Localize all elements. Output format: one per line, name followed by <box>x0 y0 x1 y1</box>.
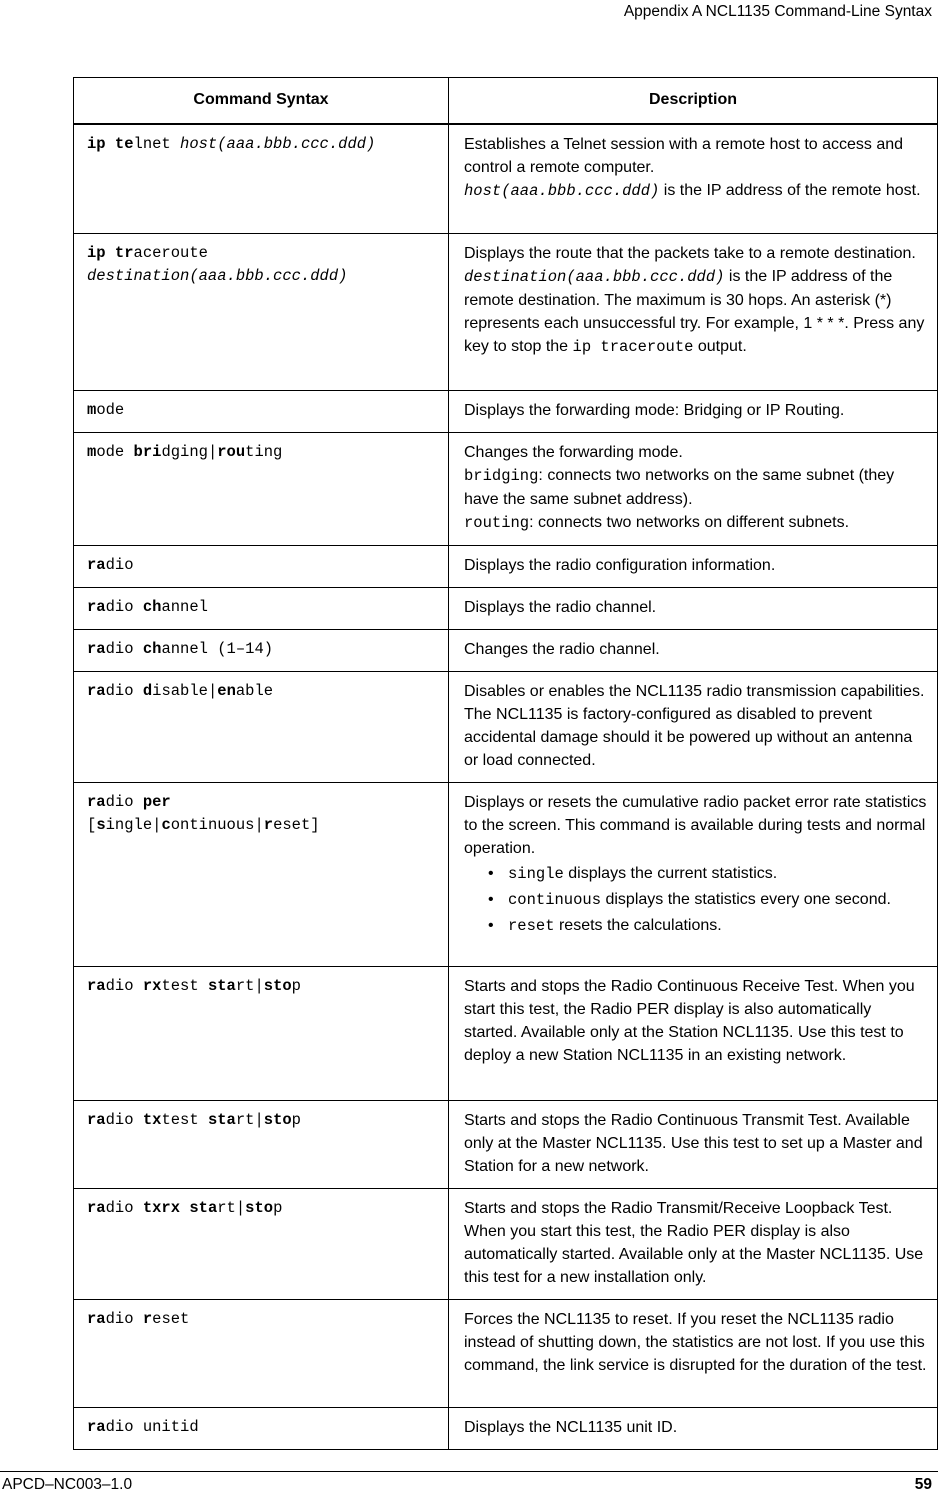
description-cell <box>449 1300 938 1408</box>
table-row <box>74 1189 938 1300</box>
syntax-text: dio <box>105 682 143 700</box>
description-text: Disables or enables the NCL1135 radio transmission capabilities. The NCL1135 is factory-configured as disabled to prevent accidental damage should it be powered up without an antenna or load connected. <box>464 683 925 769</box>
syntax-text: dio <box>105 977 143 995</box>
description-cell <box>449 672 938 783</box>
description-text: is the IP address of the remote destination. The maximum is 30 hops. An asterisk (*) represents each unsuccessful try. For example, 1 * * *. Press any key to stop the <box>464 268 925 355</box>
footer-divider <box>0 1471 938 1472</box>
syntax-text: ontinuous| <box>170 816 264 834</box>
description-cell <box>449 783 938 967</box>
description-text: : connects two networks on the same subnet (they have the same subnet address). <box>464 467 895 508</box>
syntax-text: ode <box>96 401 125 419</box>
option-code: continuous <box>508 891 602 909</box>
syntax-abbrev: sto <box>263 1111 292 1129</box>
syntax-text: lnet <box>133 134 181 153</box>
description-text: Displays the forwarding mode: Bridging or IP Routing. <box>464 402 845 419</box>
syntax-text: annel (1–14) <box>161 640 274 658</box>
syntax-abbrev: ra <box>87 1418 106 1436</box>
syntax-text: dio <box>105 793 143 811</box>
syntax-text: test <box>161 977 208 995</box>
description-cell <box>449 391 938 433</box>
param-code: host(aaa.bbb.ccc.ddd) <box>464 181 660 200</box>
list-item <box>488 862 929 886</box>
syntax-abbrev: ra <box>87 1310 106 1328</box>
syntax-abbrev: ch <box>142 640 162 658</box>
command-code: ip traceroute <box>572 338 694 356</box>
table-row <box>74 783 938 967</box>
document-id: APCD–NC003–1.0 <box>2 1476 133 1493</box>
syntax-abbrev: m <box>87 401 97 419</box>
syntax-abbrev: sta <box>207 1111 236 1129</box>
syntax-text: ode <box>96 443 134 461</box>
description-text: Displays the radio configuration information. <box>464 557 776 574</box>
table-row <box>74 433 938 546</box>
description-cell <box>449 546 938 588</box>
syntax-abbrev: ip te <box>87 134 134 153</box>
syntax-text: dio <box>105 1199 143 1217</box>
syntax-text: p <box>273 1199 283 1217</box>
page-header-title: Appendix A NCL1135 Command-Line Syntax <box>623 3 932 20</box>
command-syntax-cell <box>74 546 449 588</box>
command-syntax-cell <box>74 630 449 672</box>
syntax-text: ting <box>245 443 283 461</box>
command-syntax-cell <box>74 1408 449 1450</box>
table-row <box>74 124 938 234</box>
syntax-abbrev: m <box>87 443 97 461</box>
syntax-text: isable| <box>152 682 218 700</box>
param-code: destination(aaa.bbb.ccc.ddd) <box>464 268 725 286</box>
syntax-abbrev: tx <box>142 1111 162 1129</box>
description-text: Forces the NCL1135 to reset. If you reset the NCL1135 radio instead of shutting down, the statistics are not lost. If you use this command, the link service is disrupted for the duration of the test. <box>464 1311 927 1374</box>
syntax-text: aceroute <box>133 244 208 262</box>
syntax-abbrev: sto <box>245 1199 274 1217</box>
syntax-abbrev: bri <box>133 443 162 461</box>
command-syntax-cell <box>74 1300 449 1408</box>
command-syntax-cell <box>74 234 449 391</box>
command-syntax-cell <box>74 1189 449 1300</box>
description-text: Displays the route that the packets take to a remote destination. <box>464 245 916 262</box>
syntax-text: annel <box>161 598 208 616</box>
description-text: Starts and stops the Radio Continuous Transmit Test. Available only at the Master NCL1135. Use this test to set up a Master and Station for a new network. <box>464 1112 923 1175</box>
syntax-abbrev: rou <box>217 443 246 461</box>
description-cell <box>449 1189 938 1300</box>
syntax-text: dio <box>105 556 134 574</box>
syntax-text: dio <box>105 1310 143 1328</box>
syntax-abbrev: r <box>142 1310 153 1328</box>
syntax-text: dio <box>105 598 143 616</box>
description-text: Starts and stops the Radio Continuous Receive Test. When you start this test, the Radio PER display is also automatically started. Available only at the Station NCL1135. Use this test to deploy a new Station NCL1135 in an existing network. <box>464 978 915 1064</box>
syntax-abbrev: ra <box>87 977 106 995</box>
syntax-abbrev: en <box>217 682 236 700</box>
list-item <box>488 914 929 938</box>
option-code: single <box>508 865 564 883</box>
syntax-param: destination(aaa.bbb.ccc.ddd) <box>87 267 348 285</box>
option-code: bridging <box>464 467 539 485</box>
description-cell <box>449 234 938 391</box>
table-header-row <box>74 78 938 124</box>
syntax-text: test <box>161 1111 208 1129</box>
command-syntax-table <box>73 77 938 1450</box>
syntax-abbrev: sta <box>207 977 236 995</box>
command-syntax-cell <box>74 588 449 630</box>
description-cell <box>449 588 938 630</box>
description-cell <box>449 630 938 672</box>
syntax-text: rt| <box>235 1111 264 1129</box>
syntax-text: eset <box>152 1310 190 1328</box>
table-row <box>74 1408 938 1450</box>
syntax-text: p <box>291 977 301 995</box>
syntax-text: dging| <box>161 443 218 461</box>
description-text: displays the statistics every one second. <box>601 891 891 908</box>
description-text: Changes the forwarding mode. <box>464 444 683 461</box>
page-number: 59 <box>914 1476 932 1493</box>
syntax-abbrev: c <box>161 816 171 834</box>
description-text: resets the calculations. <box>554 917 722 934</box>
command-syntax-cell <box>74 672 449 783</box>
description-cell <box>449 967 938 1101</box>
syntax-abbrev: ra <box>87 556 106 574</box>
command-syntax-cell <box>74 1101 449 1189</box>
syntax-abbrev: d <box>142 682 153 700</box>
option-code: reset <box>508 917 555 935</box>
syntax-text: dio unitid <box>105 1418 199 1436</box>
syntax-abbrev: ch <box>142 598 162 616</box>
syntax-abbrev: ip tr <box>87 244 134 262</box>
syntax-text: ingle| <box>105 816 162 834</box>
syntax-param: host(aaa.bbb.ccc.ddd) <box>180 134 376 153</box>
command-syntax-cell <box>74 783 449 967</box>
syntax-abbrev: ra <box>87 682 106 700</box>
description-text: output. <box>693 338 747 355</box>
table-row <box>74 546 938 588</box>
description-text: Changes the radio channel. <box>464 641 660 658</box>
description-text: Displays or resets the cumulative radio packet error rate statistics to the screen. This command is available during tests and normal operation. <box>464 794 927 857</box>
syntax-abbrev: ra <box>87 1199 106 1217</box>
syntax-abbrev: ra <box>87 793 106 811</box>
syntax-abbrev: per <box>142 793 171 811</box>
table-row <box>74 391 938 433</box>
syntax-text: able <box>235 682 274 700</box>
command-syntax-cell <box>74 967 449 1101</box>
syntax-text: rt| <box>235 977 264 995</box>
syntax-abbrev: ra <box>87 640 106 658</box>
syntax-abbrev: ra <box>87 1111 106 1129</box>
syntax-text: p <box>291 1111 301 1129</box>
description-text: Displays the NCL1135 unit ID. <box>464 1419 678 1436</box>
description-text: Starts and stops the Radio Transmit/Receive Loopback Test. When you start this test, the Radio PER display is also automatically started. Available only at the Master NCL1135. Use this test for a new installation only. <box>464 1200 924 1286</box>
table-row <box>74 967 938 1101</box>
description-text: is the IP address of the remote host. <box>659 181 921 199</box>
table-row <box>74 630 938 672</box>
description-text: : connects two networks on different subnets. <box>529 514 850 531</box>
syntax-abbrev: sto <box>263 977 292 995</box>
syntax-abbrev: r <box>263 816 274 834</box>
description-text: Establishes a Telnet session with a remote host to access and control a remote computer. <box>464 135 904 176</box>
command-syntax-cell <box>74 124 449 234</box>
table-row <box>74 1300 938 1408</box>
column-header-description: Description <box>449 78 938 124</box>
table-row <box>74 1101 938 1189</box>
syntax-abbrev: rx <box>142 977 162 995</box>
description-cell <box>449 433 938 546</box>
syntax-abbrev: txrx sta <box>142 1199 218 1217</box>
syntax-text: [ <box>87 816 97 834</box>
description-cell <box>449 1101 938 1189</box>
table-row <box>74 672 938 783</box>
option-bullet-list <box>464 862 929 938</box>
description-cell <box>449 124 938 234</box>
description-cell <box>449 1408 938 1450</box>
syntax-abbrev: s <box>96 816 106 834</box>
command-syntax-cell <box>74 391 449 433</box>
description-text: displays the current statistics. <box>563 865 778 882</box>
table-row <box>74 234 938 391</box>
table-row <box>74 588 938 630</box>
option-code: routing <box>464 514 530 532</box>
description-text: Displays the radio channel. <box>464 599 657 616</box>
syntax-text: rt| <box>217 1199 246 1217</box>
syntax-text: dio <box>105 1111 143 1129</box>
command-syntax-cell <box>74 433 449 546</box>
syntax-abbrev: ra <box>87 598 106 616</box>
syntax-text: eset] <box>273 816 320 834</box>
syntax-text: dio <box>105 640 143 658</box>
list-item <box>488 888 929 912</box>
column-header-command-syntax: Command Syntax <box>74 78 449 124</box>
